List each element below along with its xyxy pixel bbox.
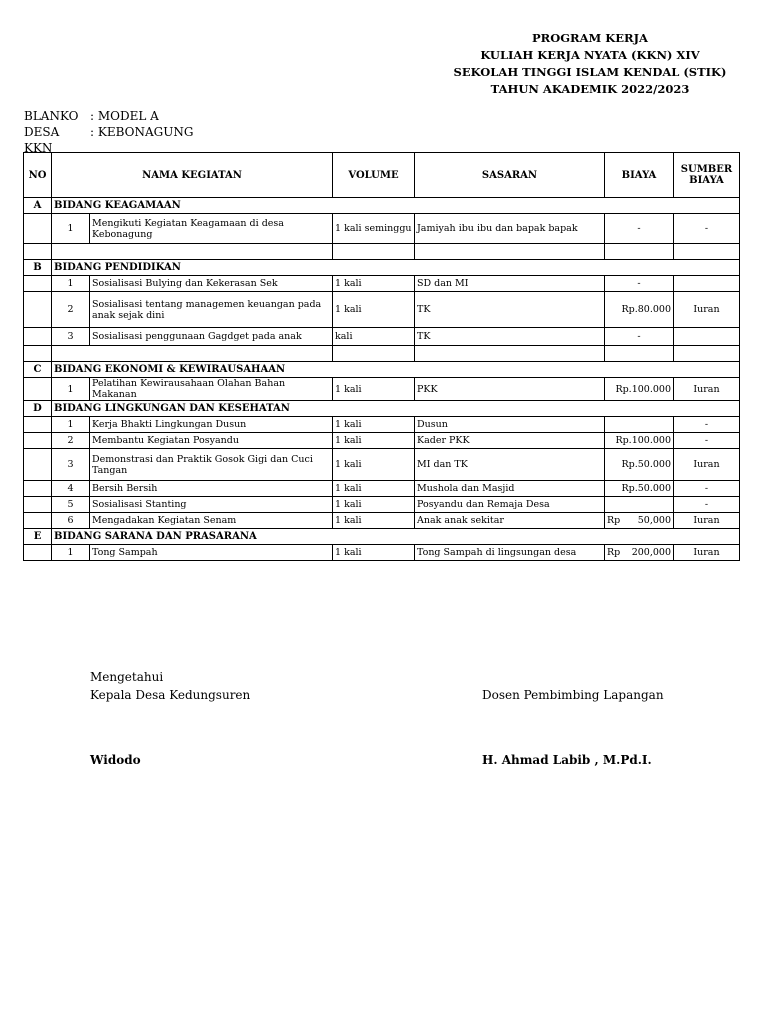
volume-cell: 1 kali — [333, 497, 415, 513]
sasaran-cell: SD dan MI — [415, 276, 605, 292]
blanko-value: : MODEL A — [90, 109, 159, 123]
table-row — [24, 276, 740, 292]
sasaran-cell: PKK — [415, 378, 605, 401]
table-body — [24, 198, 740, 561]
table-row — [24, 433, 740, 449]
volume-cell: 1 kali — [333, 545, 415, 561]
section-row — [24, 529, 740, 545]
empty-cell — [52, 244, 333, 260]
volume-cell: 1 kali — [333, 417, 415, 433]
nama-kegiatan-cell: Pelatihan Kewirausahaan Olahan Bahan Makanan — [90, 378, 333, 401]
table-row — [24, 449, 740, 481]
row-spacer-cell — [24, 328, 52, 346]
empty-cell — [674, 244, 740, 260]
row-spacer-cell — [24, 433, 52, 449]
sumber-biaya-cell: - — [674, 481, 740, 497]
row-spacer-cell — [24, 449, 52, 481]
nama-kegiatan-cell: Sosialisasi Stanting — [90, 497, 333, 513]
empty-row — [24, 244, 740, 260]
row-number: 5 — [52, 497, 90, 513]
biaya-cell — [605, 545, 674, 561]
sumber-biaya-cell: - — [674, 214, 740, 244]
sumber-biaya-cell — [674, 328, 740, 346]
sasaran-cell: TK — [415, 328, 605, 346]
section-title: BIDANG SARANA DAN PRASARANA — [52, 529, 740, 545]
biaya-amount: 200,000 — [631, 547, 671, 558]
biaya-cell: Rp.50.000 — [605, 481, 674, 497]
header-line-4: TAHUN AKADEMIK 2022/2023 — [490, 82, 690, 96]
empty-cell — [605, 346, 674, 362]
section-code: D — [24, 401, 52, 417]
row-spacer-cell — [24, 378, 52, 401]
biaya-cell: Rp.80.000 — [605, 292, 674, 328]
header-sasaran: SASARAN — [415, 153, 605, 198]
mengetahui-text: Mengetahui — [90, 670, 164, 684]
biaya-currency: Rp — [607, 547, 621, 558]
table-row — [24, 328, 740, 346]
table-row — [24, 378, 740, 401]
sumber-biaya-cell: - — [674, 497, 740, 513]
empty-row — [24, 346, 740, 362]
row-spacer-cell — [24, 513, 52, 529]
kepala-desa-name: Widodo — [90, 753, 141, 767]
biaya-cell: Rp.100.000 — [605, 378, 674, 401]
biaya-cell — [605, 513, 674, 529]
kepala-desa-title: Kepala Desa Kedungsuren — [90, 688, 251, 702]
header-volume: VOLUME — [333, 153, 415, 198]
biaya-cell: - — [605, 276, 674, 292]
sumber-biaya-cell: - — [674, 433, 740, 449]
dosen-name: H. Ahmad Labib , M.Pd.I. — [482, 753, 652, 767]
nama-kegiatan-cell: Mengikuti Kegiatan Keagamaan di desa Kebonagung — [90, 214, 333, 244]
section-title: BIDANG EKONOMI & KEWIRAUSAHAAN — [52, 362, 740, 378]
left-signature-block — [90, 668, 250, 704]
row-number: 4 — [52, 481, 90, 497]
biaya-cell — [605, 497, 674, 513]
nama-kegiatan-cell: Bersih Bersih — [90, 481, 333, 497]
document-meta — [24, 108, 193, 156]
section-row — [24, 198, 740, 214]
section-row — [24, 401, 740, 417]
biaya-currency: Rp — [607, 515, 621, 526]
volume-cell: kali — [333, 328, 415, 346]
biaya-amount: 50,000 — [637, 515, 671, 526]
header-no: NO — [24, 153, 52, 198]
section-code: E — [24, 529, 52, 545]
sasaran-cell: Anak anak sekitar — [415, 513, 605, 529]
blanko-label: BLANKO — [24, 109, 79, 123]
row-number: 2 — [52, 292, 90, 328]
sumber-biaya-cell: Iuran — [674, 449, 740, 481]
sasaran-cell: Kader PKK — [415, 433, 605, 449]
empty-cell — [52, 346, 333, 362]
table-row — [24, 545, 740, 561]
row-number: 1 — [52, 378, 90, 401]
biaya-cell: Rp.100.000 — [605, 433, 674, 449]
volume-cell: 1 kali — [333, 449, 415, 481]
row-number: 1 — [52, 417, 90, 433]
row-number: 6 — [52, 513, 90, 529]
table-row — [24, 292, 740, 328]
sasaran-cell: TK — [415, 292, 605, 328]
empty-cell — [24, 244, 52, 260]
empty-cell — [24, 346, 52, 362]
header-line-1: PROGRAM KERJA — [532, 31, 648, 45]
nama-kegiatan-cell: Kerja Bhakti Lingkungan Dusun — [90, 417, 333, 433]
sumber-biaya-cell: Iuran — [674, 292, 740, 328]
nama-kegiatan-cell: Tong Sampah — [90, 545, 333, 561]
empty-cell — [605, 244, 674, 260]
sasaran-cell: Dusun — [415, 417, 605, 433]
table-row — [24, 481, 740, 497]
biaya-cell: Rp.50.000 — [605, 449, 674, 481]
dosen-title: Dosen Pembimbing Lapangan — [482, 688, 664, 702]
volume-cell: 1 kali — [333, 481, 415, 497]
row-number: 2 — [52, 433, 90, 449]
volume-cell: 1 kali — [333, 276, 415, 292]
nama-kegiatan-cell: Sosialisasi tentang managemen keuangan pada anak sejak dini — [90, 292, 333, 328]
header-sumber-biaya: SUMBER BIAYA — [674, 153, 740, 198]
biaya-cell — [605, 417, 674, 433]
volume-cell: 1 kali — [333, 513, 415, 529]
row-number: 1 — [52, 214, 90, 244]
row-number: 1 — [52, 545, 90, 561]
header-nama-kegiatan: NAMA KEGIATAN — [52, 153, 333, 198]
section-title: BIDANG LINGKUNGAN DAN KESEHATAN — [52, 401, 740, 417]
program-table — [23, 152, 740, 561]
volume-cell: 1 kali seminggu — [333, 214, 415, 244]
section-row — [24, 362, 740, 378]
desa-label: DESA KKN — [24, 125, 60, 155]
row-spacer-cell — [24, 417, 52, 433]
nama-kegiatan-cell: Demonstrasi dan Praktik Gosok Gigi dan Cuci Tangan — [90, 449, 333, 481]
row-number: 3 — [52, 328, 90, 346]
biaya-cell: - — [605, 328, 674, 346]
sasaran-cell: Mushola dan Masjid — [415, 481, 605, 497]
section-code: A — [24, 198, 52, 214]
empty-cell — [333, 346, 415, 362]
table-row — [24, 513, 740, 529]
row-spacer-cell — [24, 292, 52, 328]
sasaran-cell: Jamiyah ibu ibu dan bapak bapak — [415, 214, 605, 244]
row-spacer-cell — [24, 276, 52, 292]
section-title: BIDANG KEAGAMAAN — [52, 198, 740, 214]
table-header-row — [24, 153, 740, 198]
biaya-cell: - — [605, 214, 674, 244]
sasaran-cell: Tong Sampah di lingsungan desa — [415, 545, 605, 561]
section-code: B — [24, 260, 52, 276]
sasaran-cell: Posyandu dan Remaja Desa — [415, 497, 605, 513]
nama-kegiatan-cell: Sosialisasi Bulying dan Kekerasan Sek — [90, 276, 333, 292]
row-spacer-cell — [24, 545, 52, 561]
nama-kegiatan-cell: Membantu Kegiatan Posyandu — [90, 433, 333, 449]
row-spacer-cell — [24, 497, 52, 513]
row-number: 1 — [52, 276, 90, 292]
table-row — [24, 497, 740, 513]
sumber-biaya-cell: Iuran — [674, 545, 740, 561]
section-title: BIDANG PENDIDIKAN — [52, 260, 740, 276]
header-biaya: BIAYA — [605, 153, 674, 198]
row-number: 3 — [52, 449, 90, 481]
header-line-3: SEKOLAH TINGGI ISLAM KENDAL (STIK) — [453, 65, 727, 79]
volume-cell: 1 kali — [333, 433, 415, 449]
section-code: C — [24, 362, 52, 378]
document-header — [430, 30, 750, 98]
sumber-biaya-cell: - — [674, 417, 740, 433]
nama-kegiatan-cell: Mengadakan Kegiatan Senam — [90, 513, 333, 529]
sasaran-cell: MI dan TK — [415, 449, 605, 481]
row-spacer-cell — [24, 481, 52, 497]
nama-kegiatan-cell: Sosialisasi penggunaan Gagdget pada anak — [90, 328, 333, 346]
table-row — [24, 214, 740, 244]
header-line-2: KULIAH KERJA NYATA (KKN) XIV — [480, 48, 700, 62]
sumber-biaya-cell — [674, 276, 740, 292]
desa-value: : KEBONAGUNG — [90, 125, 194, 139]
empty-cell — [415, 346, 605, 362]
empty-cell — [415, 244, 605, 260]
section-row — [24, 260, 740, 276]
volume-cell: 1 kali — [333, 378, 415, 401]
volume-cell: 1 kali — [333, 292, 415, 328]
empty-cell — [674, 346, 740, 362]
sumber-biaya-cell: Iuran — [674, 378, 740, 401]
empty-cell — [333, 244, 415, 260]
table-row — [24, 417, 740, 433]
sumber-biaya-cell: Iuran — [674, 513, 740, 529]
row-spacer-cell — [24, 214, 52, 244]
